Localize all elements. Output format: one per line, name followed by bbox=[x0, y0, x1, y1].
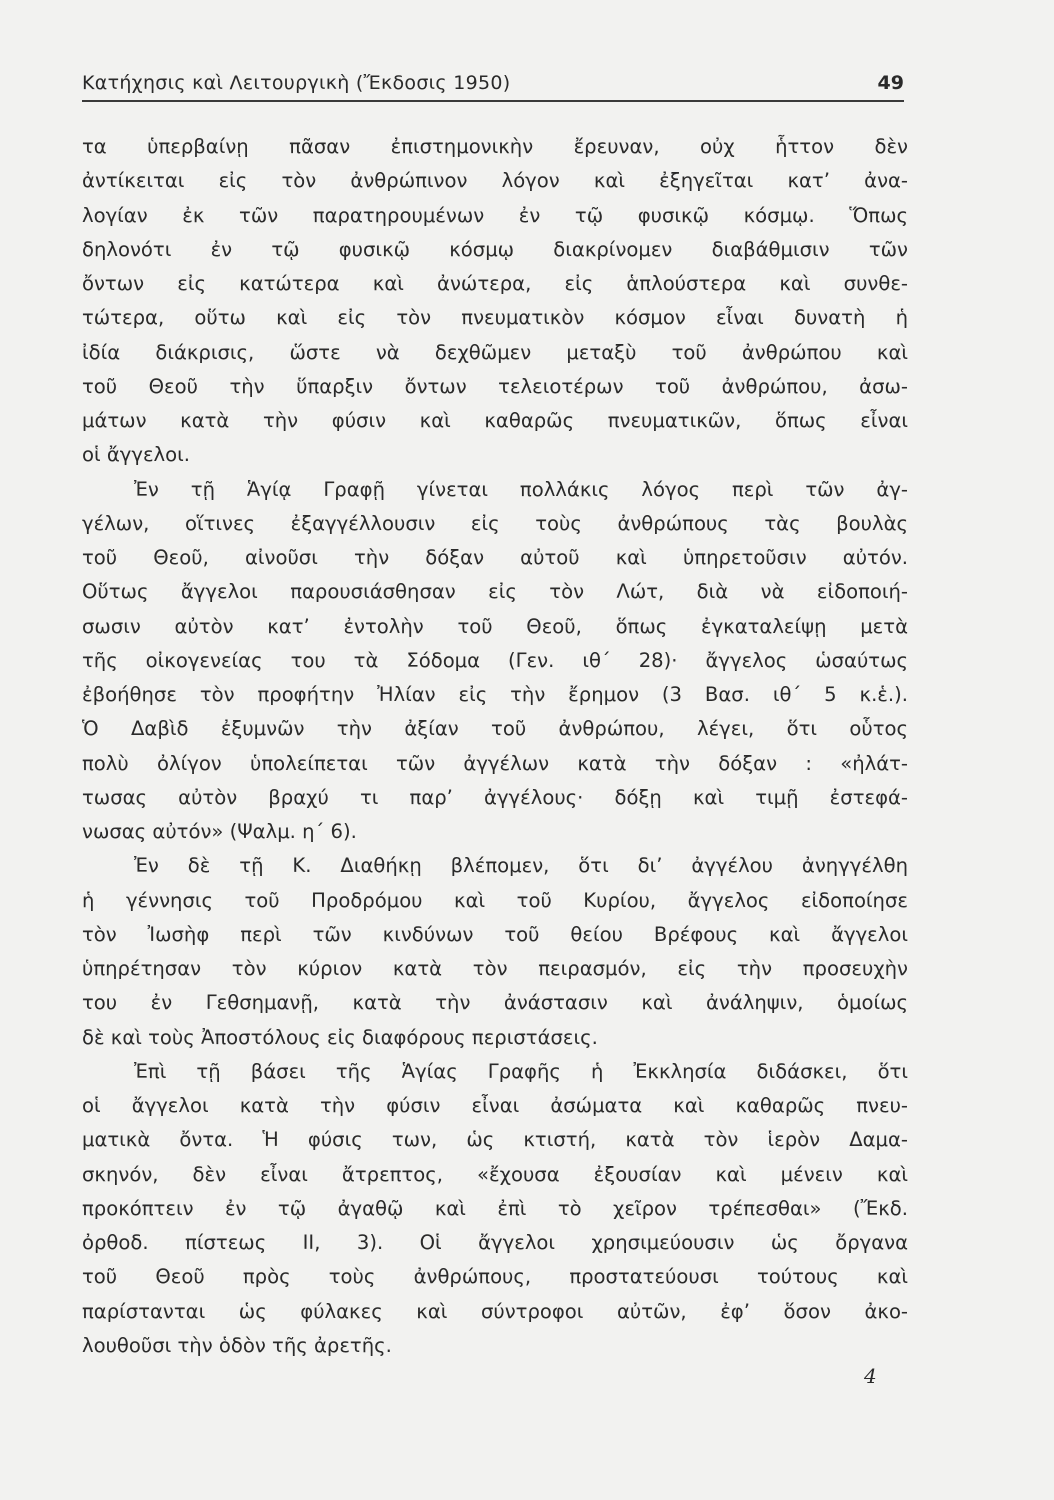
text-line: ὑπηρέτησαν τὸν κύριον κατὰ τὸν πειρασμόν, εἰς τὴν προσευχὴν bbox=[82, 957, 908, 980]
page-number: 49 bbox=[877, 72, 904, 94]
text-line: τοῦ Θεοῦ πρὸς τοὺς ἀνθρώπους, προστατεύουσι τούτους καὶ bbox=[82, 1265, 908, 1289]
text-line: ἡ γέννησις τοῦ Προδρόμου καὶ τοῦ Κυρίου, ἄγγελος εἰδοποίησε bbox=[82, 888, 908, 912]
text-line: τα ὑπερβαίνῃ πᾶσαν ἐπιστημονικὴν ἔρευναν, οὐχ ἧττον δὲν bbox=[82, 135, 908, 158]
text-line: σωσιν αὐτὸν κατ’ ἐντολὴν τοῦ Θεοῦ, ὅπως ἐγκαταλείψῃ μετὰ bbox=[82, 614, 908, 638]
text-line: ὀρθοδ. πίστεως ΙΙ, 3). Οἱ ἄγγελοι χρησιμεύουσιν ὡς ὄργανα bbox=[82, 1231, 908, 1254]
header-title: Κατήχησις καὶ Λειτουργικὴ (Ἔκδοσις 1950) bbox=[82, 72, 511, 94]
text-line: τωσας αὐτὸν βραχύ τι παρ’ ἀγγέλους· δόξῃ καὶ τιμῇ ἐστεφά- bbox=[82, 785, 908, 809]
text-line: ἰδία διάκρισις, ὥστε νὰ δεχθῶμεν μεταξὺ τοῦ ἀνθρώπου καὶ bbox=[82, 340, 908, 364]
text-line: Οὕτως ἄγγελοι παρουσιάσθησαν εἰς τὸν Λώτ, διὰ νὰ εἰδοποιή- bbox=[82, 580, 908, 604]
text-line: νωσας αὐτόν» (Ψαλμ. η΄ 6). bbox=[82, 820, 357, 843]
text-line: Ἐν τῇ Ἁγίᾳ Γραφῇ γίνεται πολλάκις λόγος περὶ τῶν ἀγ- bbox=[134, 477, 908, 501]
text-line: οἱ ἄγγελοι. bbox=[82, 443, 190, 467]
text-line: πολὺ ὀλίγον ὑπολείπεται τῶν ἀγγέλων κατὰ τὴν δόξαν : «ἠλάτ- bbox=[82, 751, 908, 775]
text-line: Ὁ Δαβὶδ ἐξυμνῶν τὴν ἀξίαν τοῦ ἀνθρώπου, λέγει, ὅτι οὗτος bbox=[82, 717, 908, 741]
text-line: οἱ ἄγγελοι κατὰ τὴν φύσιν εἶναι ἀσώματα καὶ καθαρῶς πνευ- bbox=[82, 1094, 908, 1117]
text-line: παρίστανται ὡς φύλακες καὶ σύντροφοι αὐτῶν, ἐφ’ ὅσον ἀκο- bbox=[82, 1299, 908, 1323]
text-line: σκηνόν, δὲν εἶναι ἄτρεπτος, «ἔχουσα ἐξουσίαν καὶ μένειν καὶ bbox=[82, 1162, 908, 1186]
text-line: ἐβοήθησε τὸν προφήτην Ἠλίαν εἰς τὴν ἔρημον (3 Βασ. ιθ΄ 5 κ.ἑ.). bbox=[82, 683, 908, 706]
text-line: ματικὰ ὄντα. Ἡ φύσις των, ὡς κτιστή, κατὰ τὸν ἱερὸν Δαμα- bbox=[82, 1128, 908, 1152]
text-line: ἀντίκειται εἰς τὸν ἀνθρώπινον λόγον καὶ ἐξηγεῖται κατ’ ἀνα- bbox=[82, 169, 908, 193]
text-line: δὲ καὶ τοὺς Ἀποστόλους εἰς διαφόρους περιστάσεις. bbox=[82, 1025, 598, 1049]
text-line: λογίαν ἐκ τῶν παρατηρουμένων ἐν τῷ φυσικῷ κόσμῳ. Ὅπως bbox=[82, 203, 908, 227]
text-line: προκόπτειν ἐν τῷ ἀγαθῷ καὶ ἐπὶ τὸ χεῖρον τρέπεσθαι» (Ἔκδ. bbox=[82, 1196, 908, 1220]
text-line: τοῦ Θεοῦ, αἰνοῦσι τὴν δόξαν αὐτοῦ καὶ ὑπηρετοῦσιν αὐτόν. bbox=[82, 546, 908, 569]
text-line: δηλονότι ἐν τῷ φυσικῷ κόσμῳ διακρίνομεν διαβάθμισιν τῶν bbox=[82, 237, 908, 261]
text-line: τοῦ Θεοῦ τὴν ὕπαρξιν ὄντων τελειοτέρων τοῦ ἀνθρώπου, ἀσω- bbox=[82, 374, 908, 398]
text-line: λουθοῦσι τὴν ὁδὸν τῆς ἀρετῆς. bbox=[82, 1333, 392, 1357]
text-line: Ἐπὶ τῇ βάσει τῆς Ἁγίας Γραφῆς ἡ Ἐκκλησία διδάσκει, ὅτι bbox=[134, 1059, 908, 1083]
text-line: τὸν Ἰωσὴφ περὶ τῶν κινδύνων τοῦ θείου Βρέφους καὶ ἄγγελοι bbox=[82, 922, 908, 946]
running-header bbox=[82, 66, 904, 102]
signature-mark: 4 bbox=[864, 1364, 877, 1388]
text-line: γέλων, οἵτινες ἐξαγγέλλουσιν εἰς τοὺς ἀνθρώπους τὰς βουλὰς bbox=[82, 511, 908, 535]
text-line: Ἐν δὲ τῇ Κ. Διαθήκῃ βλέπομεν, ὅτι δι’ ἀγγέλου ἀνηγγέλθη bbox=[134, 854, 908, 878]
body-text bbox=[82, 130, 908, 1363]
text-line: τώτερα, οὕτω καὶ εἰς τὸν πνευματικὸν κόσμον εἶναι δυνατὴ ἡ bbox=[82, 306, 908, 330]
text-line: τῆς οἰκογενείας του τὰ Σόδομα (Γεν. ιθ΄ 28)· ἄγγελος ὡσαύτως bbox=[82, 648, 908, 672]
text-line: του ἐν Γεθσημανῇ, κατὰ τὴν ἀνάστασιν καὶ ἀνάληψιν, ὁμοίως bbox=[82, 991, 908, 1015]
text-line: ὄντων εἰς κατώτερα καὶ ἀνώτερα, εἰς ἁπλούστερα καὶ συνθε- bbox=[82, 272, 908, 295]
text-line: μάτων κατὰ τὴν φύσιν καὶ καθαρῶς πνευματικῶν, ὅπως εἶναι bbox=[82, 409, 908, 432]
